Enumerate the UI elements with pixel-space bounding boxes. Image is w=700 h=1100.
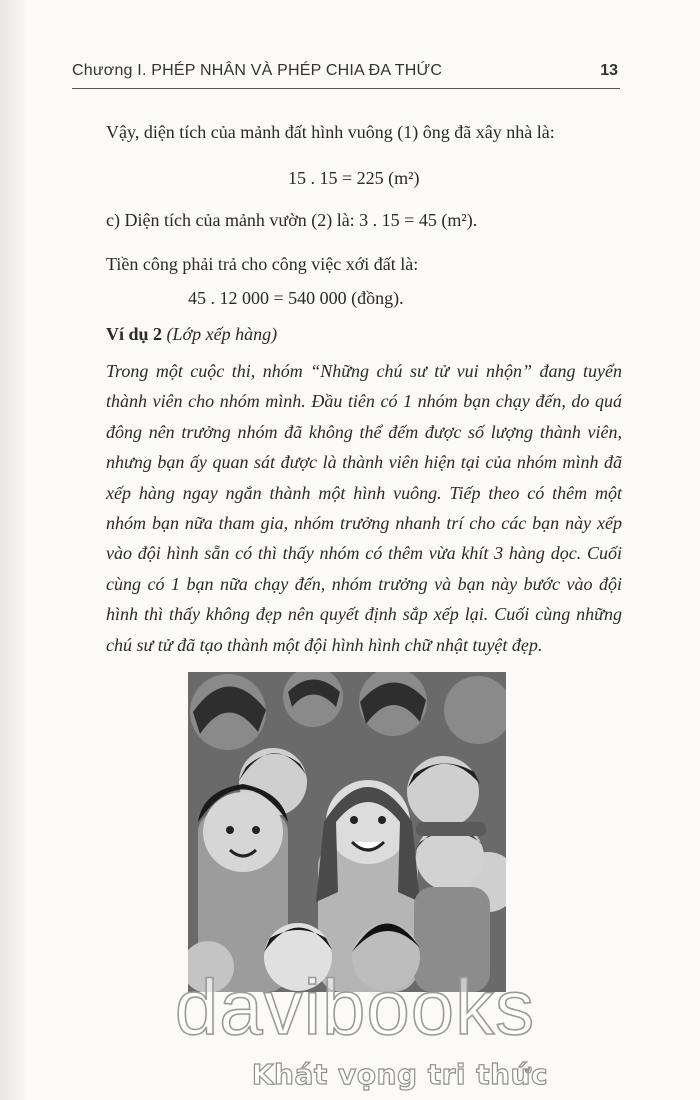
watermark-brand: davibooks: [174, 963, 536, 1051]
formula-square-area: 15 . 15 = 225 (m²): [288, 168, 420, 188]
running-header: [72, 58, 620, 89]
crowd-illustration: [188, 672, 506, 992]
story-text: Trong một cuộc thi, nhóm “Những chú sư tử vui nhộn” đang tuyển thành viên cho nhóm mình. Đầu tiên có 1 nhóm bạn chạy đến, do quá đông nên trưởng nhóm đã không thể đếm được số lượng thành viên, nhưng bạn ấy quan sát được là thành viên hiện tại của nhóm mình đã xếp hàng ngay ngắn thành một hình vuông. Tiếp theo có thêm một nhóm bạn nữa tham gia, nhóm trưởng nhanh trí cho các bạn này xếp vào đội hình sẵn có thì thấy nhóm có thêm vừa khít 3 hàng dọc. Cuối cùng có 1 bạn nữa chạy đến, nhóm trưởng và bạn này bước vào đội hình thì thấy không đẹp nên quyết định sắp xếp lại. Cuối cùng những chú sư tử đã tạo thành một đội hình hình chữ nhật tuyệt đẹp.: [106, 361, 622, 655]
labor-cost-line: Tiền công phải trả cho công việc xới đất là:: [106, 254, 419, 274]
page-binding-shadow: [0, 0, 28, 1100]
example-heading: [106, 322, 277, 346]
part-c-line: c) Diện tích của mảnh vườn (2) là: 3 . 15 = 45 (m²).: [106, 210, 478, 230]
formula-labor-cost: 45 . 12 000 = 540 000 (đồng).: [188, 288, 404, 308]
chapter-title: Chương I. PHÉP NHÂN VÀ PHÉP CHIA ĐA THỨC: [72, 62, 443, 79]
page-number: 13: [600, 62, 618, 79]
example-label: Ví dụ 2: [106, 324, 163, 344]
watermark-slogan: Khát vọng tri thức: [251, 1058, 549, 1091]
story-paragraph: [106, 356, 622, 660]
crowd-of-children-image: [188, 672, 506, 992]
area-conclusion-line: Vậy, diện tích của mảnh đất hình vuông (1) ông đã xây nhà là:: [106, 122, 555, 142]
example-title: (Lớp xếp hàng): [166, 324, 278, 344]
